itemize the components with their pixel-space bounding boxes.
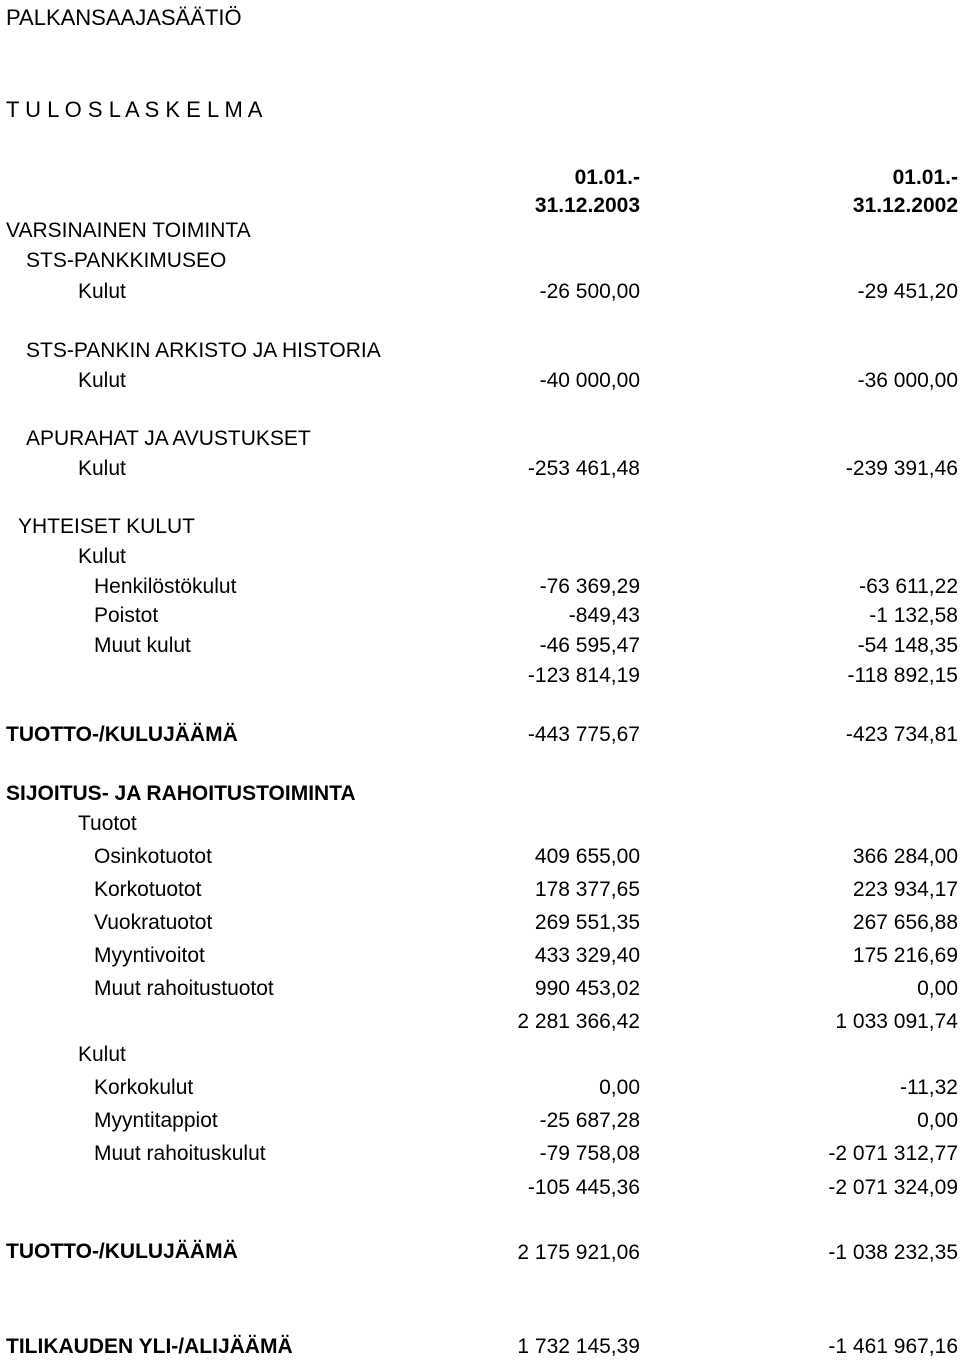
final-result-2003: 1 732 145,39 — [517, 1335, 640, 1358]
value-2003: -253 461,48 — [527, 457, 640, 480]
value-2002: -239 391,46 — [845, 457, 958, 480]
value-2002: -54 148,35 — [857, 634, 958, 657]
group-label-kulut: Kulut — [78, 1043, 126, 1066]
row-label: Vuokratuotot — [94, 911, 213, 934]
subsection-apurahat: APURAHAT JA AVUSTUKSET — [26, 427, 311, 450]
value-2003: 409 655,00 — [534, 845, 640, 868]
value-2002: -11,32 — [900, 1076, 958, 1099]
subsection-arkisto: STS-PANKIN ARKISTO JA HISTORIA — [26, 339, 381, 362]
column-2003-start: 01.01.- — [574, 166, 640, 189]
value-2003: 433 329,40 — [534, 944, 640, 967]
value-2003: 269 551,35 — [534, 911, 640, 934]
subtotal-2002: -118 892,15 — [847, 664, 958, 687]
value-2002: 223 934,17 — [852, 878, 958, 901]
row-label: Myyntitappiot — [94, 1109, 218, 1132]
column-2002-end: 31.12.2002 — [852, 194, 958, 217]
result-2002: -1 038 232,35 — [828, 1241, 958, 1264]
row-label: Kulut — [78, 280, 126, 303]
value-2003: 990 453,02 — [534, 977, 640, 1000]
value-2003: -76 369,29 — [539, 575, 640, 598]
value-2003: -26 500,00 — [539, 280, 640, 303]
value-2002: -36 000,00 — [857, 369, 958, 392]
subtotal-2003: -123 814,19 — [527, 664, 640, 687]
value-2002: -2 071 312,77 — [828, 1142, 958, 1165]
value-2002: -63 611,22 — [859, 575, 958, 598]
row-label: Muut rahoitustuotot — [94, 977, 274, 1000]
value-2003: -46 595,47 — [539, 634, 640, 657]
row-label: Muut rahoituskulut — [94, 1142, 266, 1165]
row-label: Kulut — [78, 457, 126, 480]
final-result-2002: -1 461 967,16 — [828, 1335, 958, 1358]
result-2003: -443 775,67 — [527, 723, 640, 746]
value-2002: -29 451,20 — [857, 280, 958, 303]
row-label: Muut kulut — [94, 634, 191, 657]
result-label: TUOTTO-/KULUJÄÄMÄ — [6, 723, 238, 746]
group-label-tuotot: Tuotot — [78, 812, 137, 835]
row-label: Myyntivoitot — [94, 944, 205, 967]
value-2002: 0,00 — [917, 977, 958, 1000]
value-2003: -79 758,08 — [539, 1142, 640, 1165]
value-2003: 178 377,65 — [534, 878, 640, 901]
final-result-label: TILIKAUDEN YLI-/ALIJÄÄMÄ — [6, 1335, 293, 1358]
row-label: Osinkotuotot — [94, 845, 212, 868]
row-label: Kulut — [78, 369, 126, 392]
section-heading-sijoitus: SIJOITUS- JA RAHOITUSTOIMINTA — [6, 782, 356, 805]
row-label: Poistot — [94, 604, 159, 627]
subsection-yhteiset: YHTEISET KULUT — [18, 515, 195, 538]
row-label: Korkokulut — [94, 1076, 194, 1099]
value-2003: 0,00 — [599, 1076, 640, 1099]
subtotal-2003: -105 445,36 — [527, 1176, 640, 1199]
organization-name: PALKANSAAJASÄÄTIÖ — [6, 5, 242, 30]
value-2003: -40 000,00 — [539, 369, 640, 392]
value-2003: -849,43 — [568, 604, 640, 627]
value-2002: 267 656,88 — [852, 911, 958, 934]
subtotal-2003: 2 281 366,42 — [517, 1010, 640, 1033]
page-title: T U L O S L A S K E L M A — [6, 97, 263, 122]
value-2002: 366 284,00 — [852, 845, 958, 868]
subsection-museo: STS-PANKKIMUSEO — [26, 249, 227, 272]
column-2002-start: 01.01.- — [892, 166, 958, 189]
result-2003: 2 175 921,06 — [517, 1241, 640, 1264]
result-label: TUOTTO-/KULUJÄÄMÄ — [6, 1240, 238, 1263]
value-2002: 0,00 — [917, 1109, 958, 1132]
subtotal-2002: -2 071 324,09 — [828, 1176, 958, 1199]
result-2002: -423 734,81 — [845, 723, 958, 746]
subtotal-2002: 1 033 091,74 — [835, 1010, 958, 1033]
row-label: Korkotuotot — [94, 878, 202, 901]
value-2003: -25 687,28 — [539, 1109, 640, 1132]
row-label: Kulut — [78, 545, 126, 568]
value-2002: 175 216,69 — [852, 944, 958, 967]
row-label: Henkilöstökulut — [94, 575, 237, 598]
value-2002: -1 132,58 — [869, 604, 958, 627]
column-2003-end: 31.12.2003 — [534, 194, 640, 217]
section-heading-varsinainen: VARSINAINEN TOIMINTA — [6, 219, 251, 242]
